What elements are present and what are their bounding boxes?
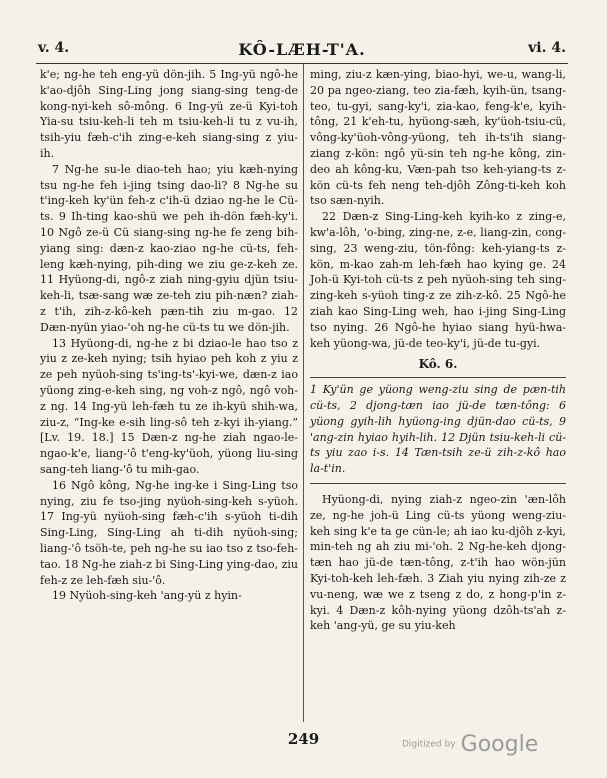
left-column xyxy=(40,67,298,604)
running-header xyxy=(38,40,566,62)
right-column xyxy=(310,67,566,634)
paragraph: 22 Dæn-z Sing-Ling-keh kyih-ko z zing-e, kw'a-lôh, 'o-bing, zing-ne, z-e, liang-zin, cong-sing, 23 weng-ziu, tön-fông: keh-yiang-ts z-kön, m-kao zah-m leh-fæh hao kying ge. 24 Joh-ü Kyi-toh cü-ts z peh nyüoh-sing teh sing-zing-keh s-yüoh ting-z ze zih-z-kô. 25 Ngô-he ziah kao Sing-Ling weh, hao i-jing Sing-Ling tso nying. 26 Ngô-he hyiao siang hyü-hwa-keh yüong-wa, jü-de teo-ky'i, jü-de tu-gyi. xyxy=(310,210,566,350)
paragraph: 7 Ng-he su-le diao-teh hao; yiu kæh-nying tsu ng-he feh i-jing tsing dao-li? 8 Ng-he su t'ing-keh ky'ün feh-z c'ih-ü dziao ng-he le Cü-ts. 9 Ih-ting kao-shü we peh ih-dön fæh-ky'i. 10 Ngô ze-ü Cü siang-sing ng-he fe zeng bih-yiang sing: dæn-z kao-ziao ng-he cü-ts, feh-leng kæh-nying, pih-ding we ziu ge-z-keh ze. 11 Hyüong-di, ngô-z ziah ning-gyiu djün tsiu-keh-li, tsæ-sang wæ ze-teh ziu pih-næn? ziah-z t'ih, zih-z-kô-keh pæn-tih ziu m-gao. 12 Dæn-nyün yiao-'oh ng-he cü-ts tu we dön-jih. xyxy=(40,162,298,334)
paragraph: 13 Hyüong-di, ng-he z bi dziao-le hao tso z yiu z ze-keh nying; tsih hyiao peh koh z yiu z ze peh nyüoh-sing ts'ing-ts'-kyi-we, dæn-z iao yüong zing-e-keh sing, ng voh-z ngô, ngô voh-z ng. 14 Ing-yü leh-fæh tu ze ih-kyü shih-wa, ziu-z, “Ing-ke e-sih ling-sô teh z-kyi ih-yiang.” [Lv. 19. 18.] 15 Dæn-z ng-he ziah ngao-le-ngao-k'e, liang-'ô t'eng-ky'üoh, yüong liu-sing sang-teh liang-'ô tu mih-gao. xyxy=(40,336,298,476)
paragraph: Hyüong-di, nying ziah-z ngeo-zin 'æn-lôh ze, ng-he joh-ü Ling cü-ts yüong weng-ziu-keh sing k'e ta ge cün-le; ah iao ku-djôh z-kyi, min-teh ng ah ziu mi-'oh. 2 Ng-he-keh djong-tæn hao jü-de tæn-tông, z-t'ih hao wön-jün Kyi-toh-keh leh-fæh. 3 Ziah yiu nying zih-ze z vu-neng, wæ we z tseng z do, z hong-p'in z-kyi. 4 Dæn-z kôh-nying yüong dzôh-ts'ah z-keh 'ang-yü, ge su yiu-keh xyxy=(310,492,566,633)
column-divider xyxy=(303,64,304,722)
paragraph: k'e; ng-he teh eng-yü dön-jih. 5 Ing-yü ngô-he k'ao-djôh Sing-Ling jong siang-sing teng-de kong-nyi-keh sô-mông. 6 Ing-yü ze-ü Kyi-toh Yia-su tsiu-keh-li teh m tsiu-keh-li tu z vu-ih, tsih-yiu fæh-c'ih zing-e-keh siang-sing z yiu-ih. xyxy=(40,68,298,160)
header-rule xyxy=(36,63,568,64)
paragraph: ming, ziu-z kæn-ying, biao-hyi, we-u, wang-li, 20 pa ngeo-ziang, teo zia-fæh, kyih-ün, tsang-teo, tu-gyi, sang-ky'i, zia-kao, feng-k'e, kyih-tông, 21 k'eh-tu, hyüong-sæh, ky'üoh-tsiu-cü, vông-ky'üoh-vông-yüong, teh ih-ts'ih siang-ziang z-kön: ngô yü-sin teh ng-he kông, zin-deo ah kông-ku, Væn-pah tso keh-yiang-ts z-kön cü-ts feh neng teh-djôh Zông-ti-keh koh tso sæn-nyih. xyxy=(310,68,566,208)
chapter-summary: 1 Ky'ün ge yüong weng-ziu sing de pæn-tih cü-ts, 2 djong-tæn iao jü-de tæn-tông: 6 yüong gyih-lih hyüong-ing djün-dao cü-ts, 9 'ang-zin hyiao hyih-lih. 12 Djün tsiu-keh-li cü-ts yiu zao i-s. 14 Tæn-tsih ze-ü zih-z-kô hao la-t'in. xyxy=(310,377,566,484)
watermark-prefix: Digitized by xyxy=(402,739,456,750)
paragraph: 16 Ngô kông, Ng-he ing-ke i Sing-Ling tso nying, ziu fe tso-jing nyüoh-sing-keh s-yüoh. 17 Ing-yü nyüoh-sing fæh-c'ih s-yüoh ti-dih Sing-Ling, Sing-Ling ah ti-dih nyüoh-sing; liang-'ô tsöh-te, peh ng-he su iao tso z tso-feh-tao. 18 Ng-he ziah-z bi Sing-Ling ying-dao, ziu feh-z ze leh-fæh siu-'ô. xyxy=(40,478,298,587)
paragraph: 19 Nyüoh-sing-keh 'ang-yü z hyin- xyxy=(52,589,242,603)
header-left-verse: v. 4. xyxy=(38,40,70,56)
header-right-verse: vi. 4. xyxy=(528,40,566,56)
google-logo: Google xyxy=(460,732,539,757)
digitized-watermark xyxy=(402,732,538,757)
chapter-heading: Kô. 6. xyxy=(418,357,458,372)
page-number: 249 xyxy=(287,730,320,748)
header-book-title: KÔ-LÆH-T'A. xyxy=(238,40,366,59)
